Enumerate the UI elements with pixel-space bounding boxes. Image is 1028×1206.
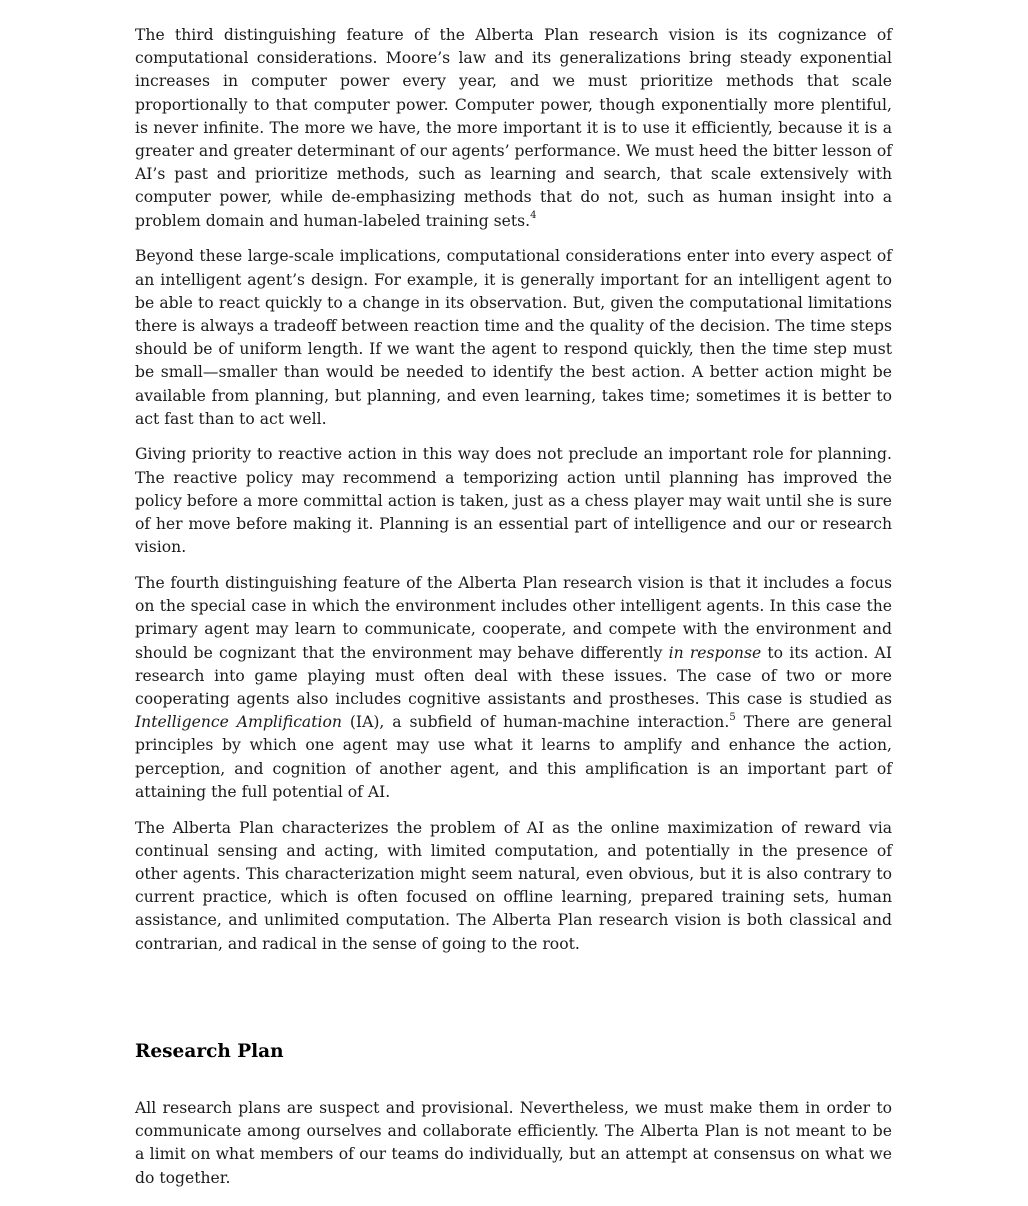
paragraph-planning: Giving priority to reactive action in this way does not preclude an important role for planning. The reactive policy may recommend a temporizing action until planning has improved the policy before a more committal action is taken, just as a chess player may wait until she is sure of her move before making it. Planning is an essential part of intelligence and our or research vision.	[135, 445, 892, 557]
emphasis-in-response: in response	[668, 643, 762, 662]
paragraph-computational-considerations	[135, 24, 892, 233]
paragraph-reaction-time: Beyond these large-scale implications, computational considerations enter into every aspect of an intelligent agent’s design. For example, it is generally important for an intelligent agent to be able to react quickly to a change in its observation. But, given the computational limitations there is always a tradeoff between reaction time and the quality of the decision. The time steps should be of uniform length. If we want the agent to respond quickly, then the time step must be small—smaller than would be needed to identify the best action. A better action might be available from planning, but planning, and even learning, takes time; sometimes it is better to act fast than to act well.	[135, 247, 892, 428]
paragraph-text: The third distinguishing feature of the Alberta Plan research vision is its cognizance of computational considerations. Moore’s law and its generalizations bring steady exponential increases in computer power every year, and we must prioritize methods that scale proportionally to that computer power. Computer power, though exponentially more plentiful, is never infinite. The more we have, the more important it is to use it efficiently, because it is a greater and greater determinant of our agents’ performance. We must heed the bitter lesson of AI’s past and prioritize methods, such as learning and search, that scale extensively with computer power, while de-emphasizing methods that do not, such as human insight into a problem domain and human-labeled training sets.	[135, 26, 892, 230]
footnote-marker: 4	[530, 210, 537, 222]
footnote-marker: 5	[729, 712, 736, 723]
paragraph-text: (IA), a subfield of human-machine interaction.	[341, 713, 730, 732]
paragraph-text: to its action. AI research into game playing must often deal with these issues. The case of two or more cooperating agents also includes cognitive assistants and prostheses. This case is studied as	[135, 643, 892, 708]
document-body	[135, 24, 892, 968]
paragraph-other-agents	[135, 572, 892, 804]
section-heading: Research Plan	[135, 1041, 284, 1062]
paragraph-text: There are general principles by which one agent may use what it learns to amplify and enhance the action, perception, and cognition of another agent, and this amplification is an important part of attaining the full potential of AI.	[135, 713, 892, 801]
paragraph-problem-characterization: The Alberta Plan characterizes the problem of AI as the online maximization of reward via continual sensing and acting, with limited computation, and potentially in the presence of other agents. This characterization might seem natural, even obvious, but it is also contrary to current practice, which is often focused on offline learning, prepared training sets, human assistance, and unlimited computation. The Alberta Plan research vision is both classical and contrarian, and radical in the sense of going to the root.	[135, 818, 892, 953]
paragraph-text: The fourth distinguishing feature of the Alberta Plan research vision is that it includes a focus on the special case in which the environment includes other intelligent agents. In this case the primary agent may learn to communicate, cooperate, and compete with the environment and should be cognizant that the environment may behave differently	[135, 573, 892, 662]
emphasis-intelligence-amplification: Intelligence Amplification	[135, 713, 342, 732]
paragraph-research-plan: All research plans are suspect and provisional. Nevertheless, we must make them in order to communicate among ourselves and collaborate efficiently. The Alberta Plan is not meant to be a limit on what members of our teams do individually, but an attempt at consensus on what we do together.	[135, 1099, 892, 1187]
